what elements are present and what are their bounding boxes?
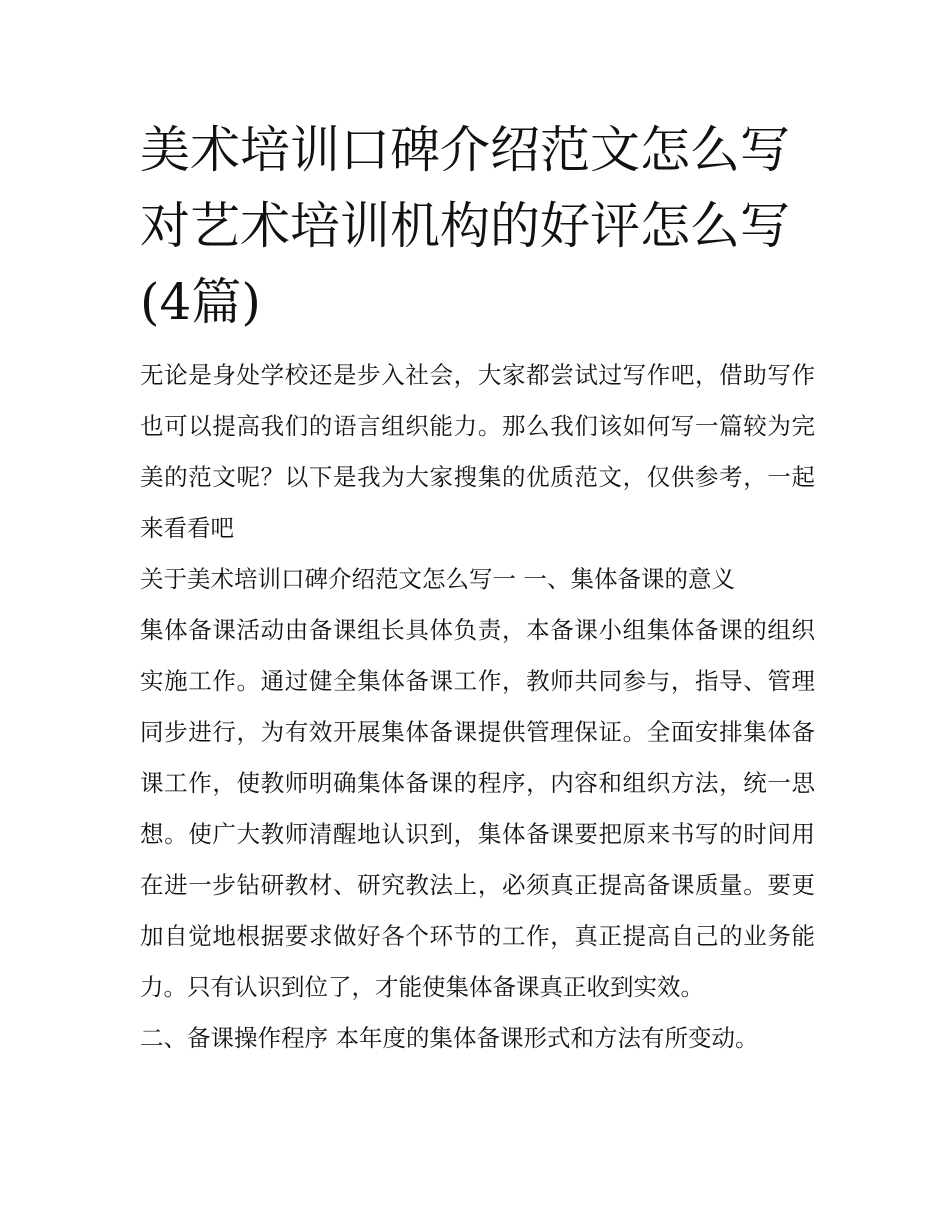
document-title: 美术培训口碑介绍范文怎么写对艺术培训机构的好评怎么写(4篇) [140,121,790,331]
intro-paragraph: 无论是身处学校还是步入社会，大家都尝试过写作吧，借助写作也可以提高我们的语言组织能力。那么我们该如何写一篇较为完美的范文呢？以下是我为大家搜集的优质范文，仅供参考，一起来看看吧 [140,361,815,542]
section-heading: 关于美术培训口碑介绍范文怎么写一 一、集体备课的意义 [140,565,735,593]
closing-line: 二、备课操作程序 本年度的集体备课形式和方法有所变动。 [140,1024,759,1052]
body-paragraph: 集体备课活动由备课组长具体负责，本备课小组集体备课的组织实施工作。通过健全集体备课工作，教师共同参与，指导、管理同步进行，为有效开展集体备课提供管理保证。全面安排集体备课工作，使教师明确集体备课的程序，内容和组织方法，统一思想。使广大教师清醒地认识到，集体备课要把原来书写的时间用在进一步钻研教材、研究教法上，必须真正提高备课质量。要更加自觉地根据要求做好各个环节的工作，真正提高自己的业务能力。只有认识到位了，才能使集体备课真正收到实效。 [140,616,815,1001]
document-page [140,112,815,1064]
